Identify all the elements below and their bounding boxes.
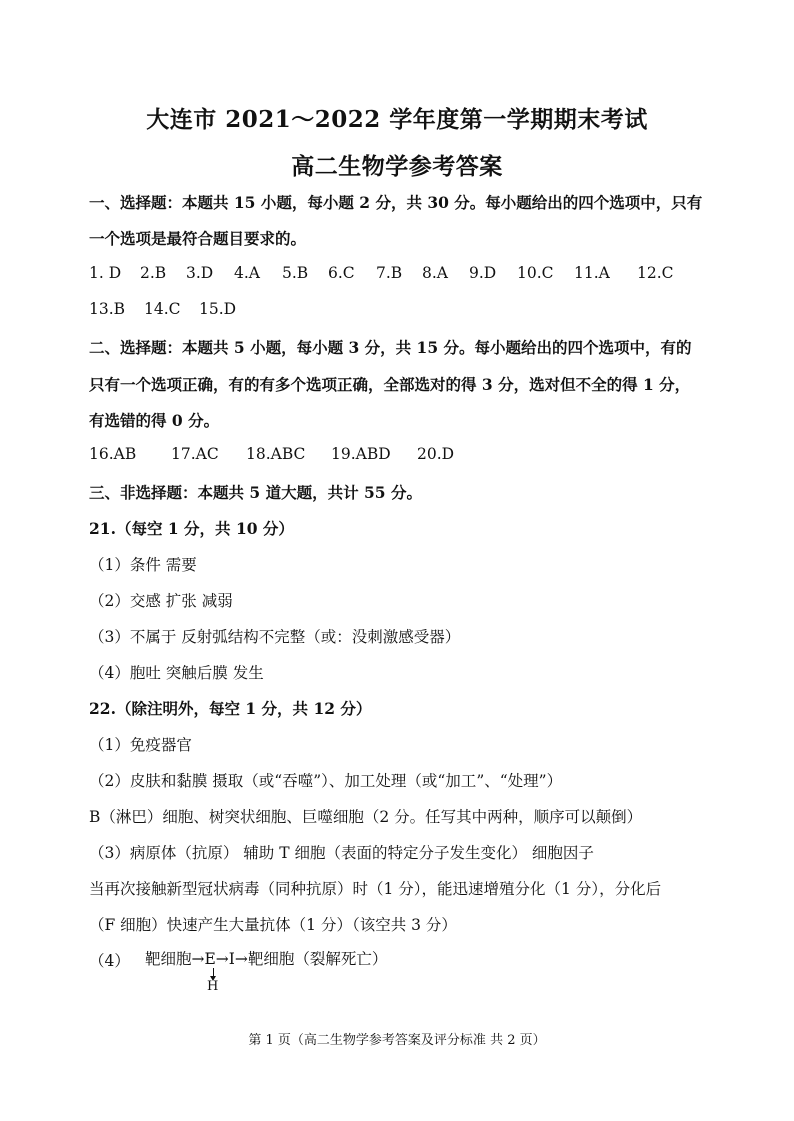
section2-line1: 二、选择题：本题共 5 小题，每小题 3 分，共 15 分。每小题给出的四个选项中，有的 — [89, 338, 692, 357]
answer-item: 15.D — [199, 300, 237, 318]
answer-item: 14.C — [144, 300, 181, 318]
answer-item: 9.D — [469, 264, 497, 282]
answer-item: 7.B — [376, 264, 403, 282]
q21-part3: （3）不属于 反射弧结构不完整（或：没刺激感受器） — [89, 628, 461, 646]
page-title: 大连市 2021～2022 学年度第一学期期末考试 — [146, 106, 648, 133]
page-subtitle: 高二生物学参考答案 — [291, 153, 503, 180]
answer-item: 8.A — [422, 264, 448, 282]
answer-item: 2.B — [140, 264, 167, 282]
answer-item: 5.B — [282, 264, 309, 282]
answer-item: 18.ABC — [246, 445, 306, 463]
answer-item: 13.B — [89, 300, 126, 318]
q21-heading: 21.（每空 1 分，共 10 分） — [89, 519, 294, 538]
q22-part2-continued: B（淋巴）细胞、树突状细胞、巨噬细胞（2 分。任写其中两种，顺序可以颠倒） — [89, 808, 643, 826]
q22-part4-branch-label: H — [207, 979, 219, 994]
q22-part3-continued-2: （F 细胞）快速产生大量抗体（1 分）（该空共 3 分） — [89, 916, 457, 934]
q22-part2: （2）皮肤和黏膜 摄取（或“吞噬”）、加工处理（或“加工”、“处理”） — [89, 772, 563, 790]
q22-part1: （1）免疫器官 — [89, 736, 192, 754]
down-arrow-icon — [213, 968, 214, 978]
q22-heading: 22.（除注明外，每空 1 分，共 12 分） — [89, 699, 372, 718]
section2-line2: 只有一个选项正确，有的有多个选项正确，全部选对的得 3 分，选对但不全的得 1 分， — [89, 375, 691, 394]
answer-item: 12.C — [637, 264, 674, 282]
answer-item: 11.A — [574, 264, 610, 282]
answer-item: 19.ABD — [331, 445, 391, 463]
q21-part2: （2）交感 扩张 减弱 — [89, 592, 233, 610]
q22-part3: （3）病原体（抗原） 辅助 T 细胞（表面的特定分子发生变化） 细胞因子 — [89, 844, 594, 862]
q21-part1: （1）条件 需要 — [89, 556, 197, 574]
page-footer: 第 1 页（高二生物学参考答案及评分标准 共 2 页） — [248, 1033, 546, 1048]
section1-line1: 一、选择题：本题共 15 小题，每小题 2 分，共 30 分。每小题给出的四个选项中，只有 — [89, 193, 703, 212]
section3-heading: 三、非选择题：本题共 5 道大题，共计 55 分。 — [89, 483, 422, 502]
answer-item: 20.D — [417, 445, 455, 463]
section2-line3: 有选错的得 0 分。 — [89, 411, 220, 430]
answer-item: 10.C — [517, 264, 554, 282]
section1-line2: 一个选项是最符合题目要求的。 — [89, 229, 307, 248]
q22-part4-flow-diagram: 靶细胞→E→I→靶细胞（裂解死亡） — [145, 950, 388, 968]
answer-item: 3.D — [186, 264, 214, 282]
q22-part3-continued: 当再次接触新型冠状病毒（同种抗原）时（1 分），能迅速增殖分化（1 分），分化后 — [89, 880, 662, 898]
q22-part4-label: （4） — [89, 952, 130, 970]
answer-item: 1. D — [89, 264, 122, 282]
answer-item: 16.AB — [89, 445, 137, 463]
answer-item: 6.C — [328, 264, 355, 282]
answer-item: 17.AC — [171, 445, 219, 463]
answer-item: 4.A — [234, 264, 260, 282]
q21-part4: （4）胞吐 突触后膜 发生 — [89, 664, 264, 682]
